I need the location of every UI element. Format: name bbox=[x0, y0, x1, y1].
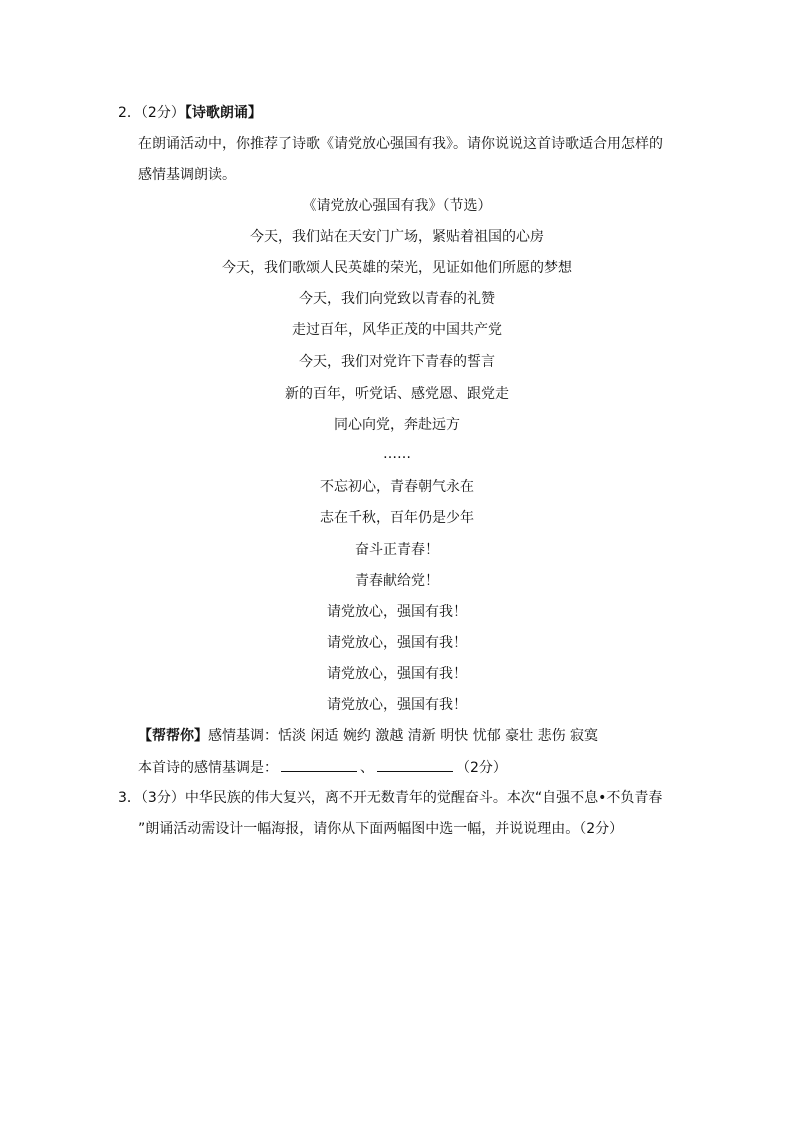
poem-line: 同心向党，奔赴远方 bbox=[334, 417, 460, 433]
poem-line: 不忘初心，青春朝气永在 bbox=[320, 479, 474, 495]
question-3-line1: 3．（3分）中华民族的伟大复兴，离不开无数青年的觉醒奋斗。本次“自强不息•不负青春 bbox=[118, 790, 663, 806]
poem-line: 今天，我们对党许下青春的誓言 bbox=[299, 354, 495, 370]
poem-line: 青春献给党！ bbox=[355, 573, 439, 589]
poem-line: 请党放心，强国有我！ bbox=[327, 697, 467, 713]
poem-line: 今天，我们向党致以青春的礼赞 bbox=[299, 291, 495, 307]
poem-line: 请党放心，强国有我！ bbox=[327, 635, 467, 651]
question-2-prompt-line2: 感情基调朗读。 bbox=[138, 167, 236, 183]
poem-line: 今天，我们站在天安门广场，紧贴着祖国的心房 bbox=[250, 229, 544, 245]
poem-line: 今天，我们歌颂人民英雄的荣光，见证如他们所愿的梦想 bbox=[222, 260, 572, 276]
poem-line: 奋斗正青春！ bbox=[355, 542, 439, 558]
poem-line: 新的百年，听党话、感党恩、跟党走 bbox=[285, 386, 509, 402]
help-label: 【帮帮你】 bbox=[138, 728, 208, 744]
question-2-number: 2．（2分） bbox=[118, 105, 185, 121]
answer-line bbox=[138, 758, 507, 777]
answer-prefix: 本首诗的感情基调是： bbox=[138, 760, 278, 776]
help-hint bbox=[138, 727, 598, 745]
answer-score: （2分） bbox=[456, 760, 507, 776]
poem-line: 请党放心，强国有我！ bbox=[327, 604, 467, 620]
poem-line: 请党放心，强国有我！ bbox=[327, 666, 467, 682]
question-2-prompt-line1: 在朗诵活动中，你推荐了诗歌《请党放心强国有我》。请你说说这首诗歌适合用怎样的 bbox=[138, 136, 663, 152]
poem-ellipsis: …… bbox=[383, 446, 411, 462]
question-2-tag: 【诗歌朗诵】 bbox=[184, 105, 262, 121]
poem-title: 《请党放心强国有我》（节选） bbox=[302, 198, 492, 214]
answer-blank-1[interactable] bbox=[281, 758, 357, 772]
question-2-header bbox=[118, 104, 262, 122]
answer-separator: 、 bbox=[360, 760, 374, 776]
answer-blank-2[interactable] bbox=[377, 758, 453, 772]
question-3-line2: ”朗诵活动需设计一幅海报，请你从下面两幅图中选一幅，并说说理由。（2分） bbox=[138, 821, 624, 837]
help-text: 感情基调：恬淡 闲适 婉约 激越 清新 明快 忧郁 豪壮 悲伤 寂寞 bbox=[208, 728, 599, 744]
poem-line: 志在千秋，百年仍是少年 bbox=[320, 510, 474, 526]
poem-line: 走过百年，风华正茂的中国共产党 bbox=[292, 322, 502, 338]
